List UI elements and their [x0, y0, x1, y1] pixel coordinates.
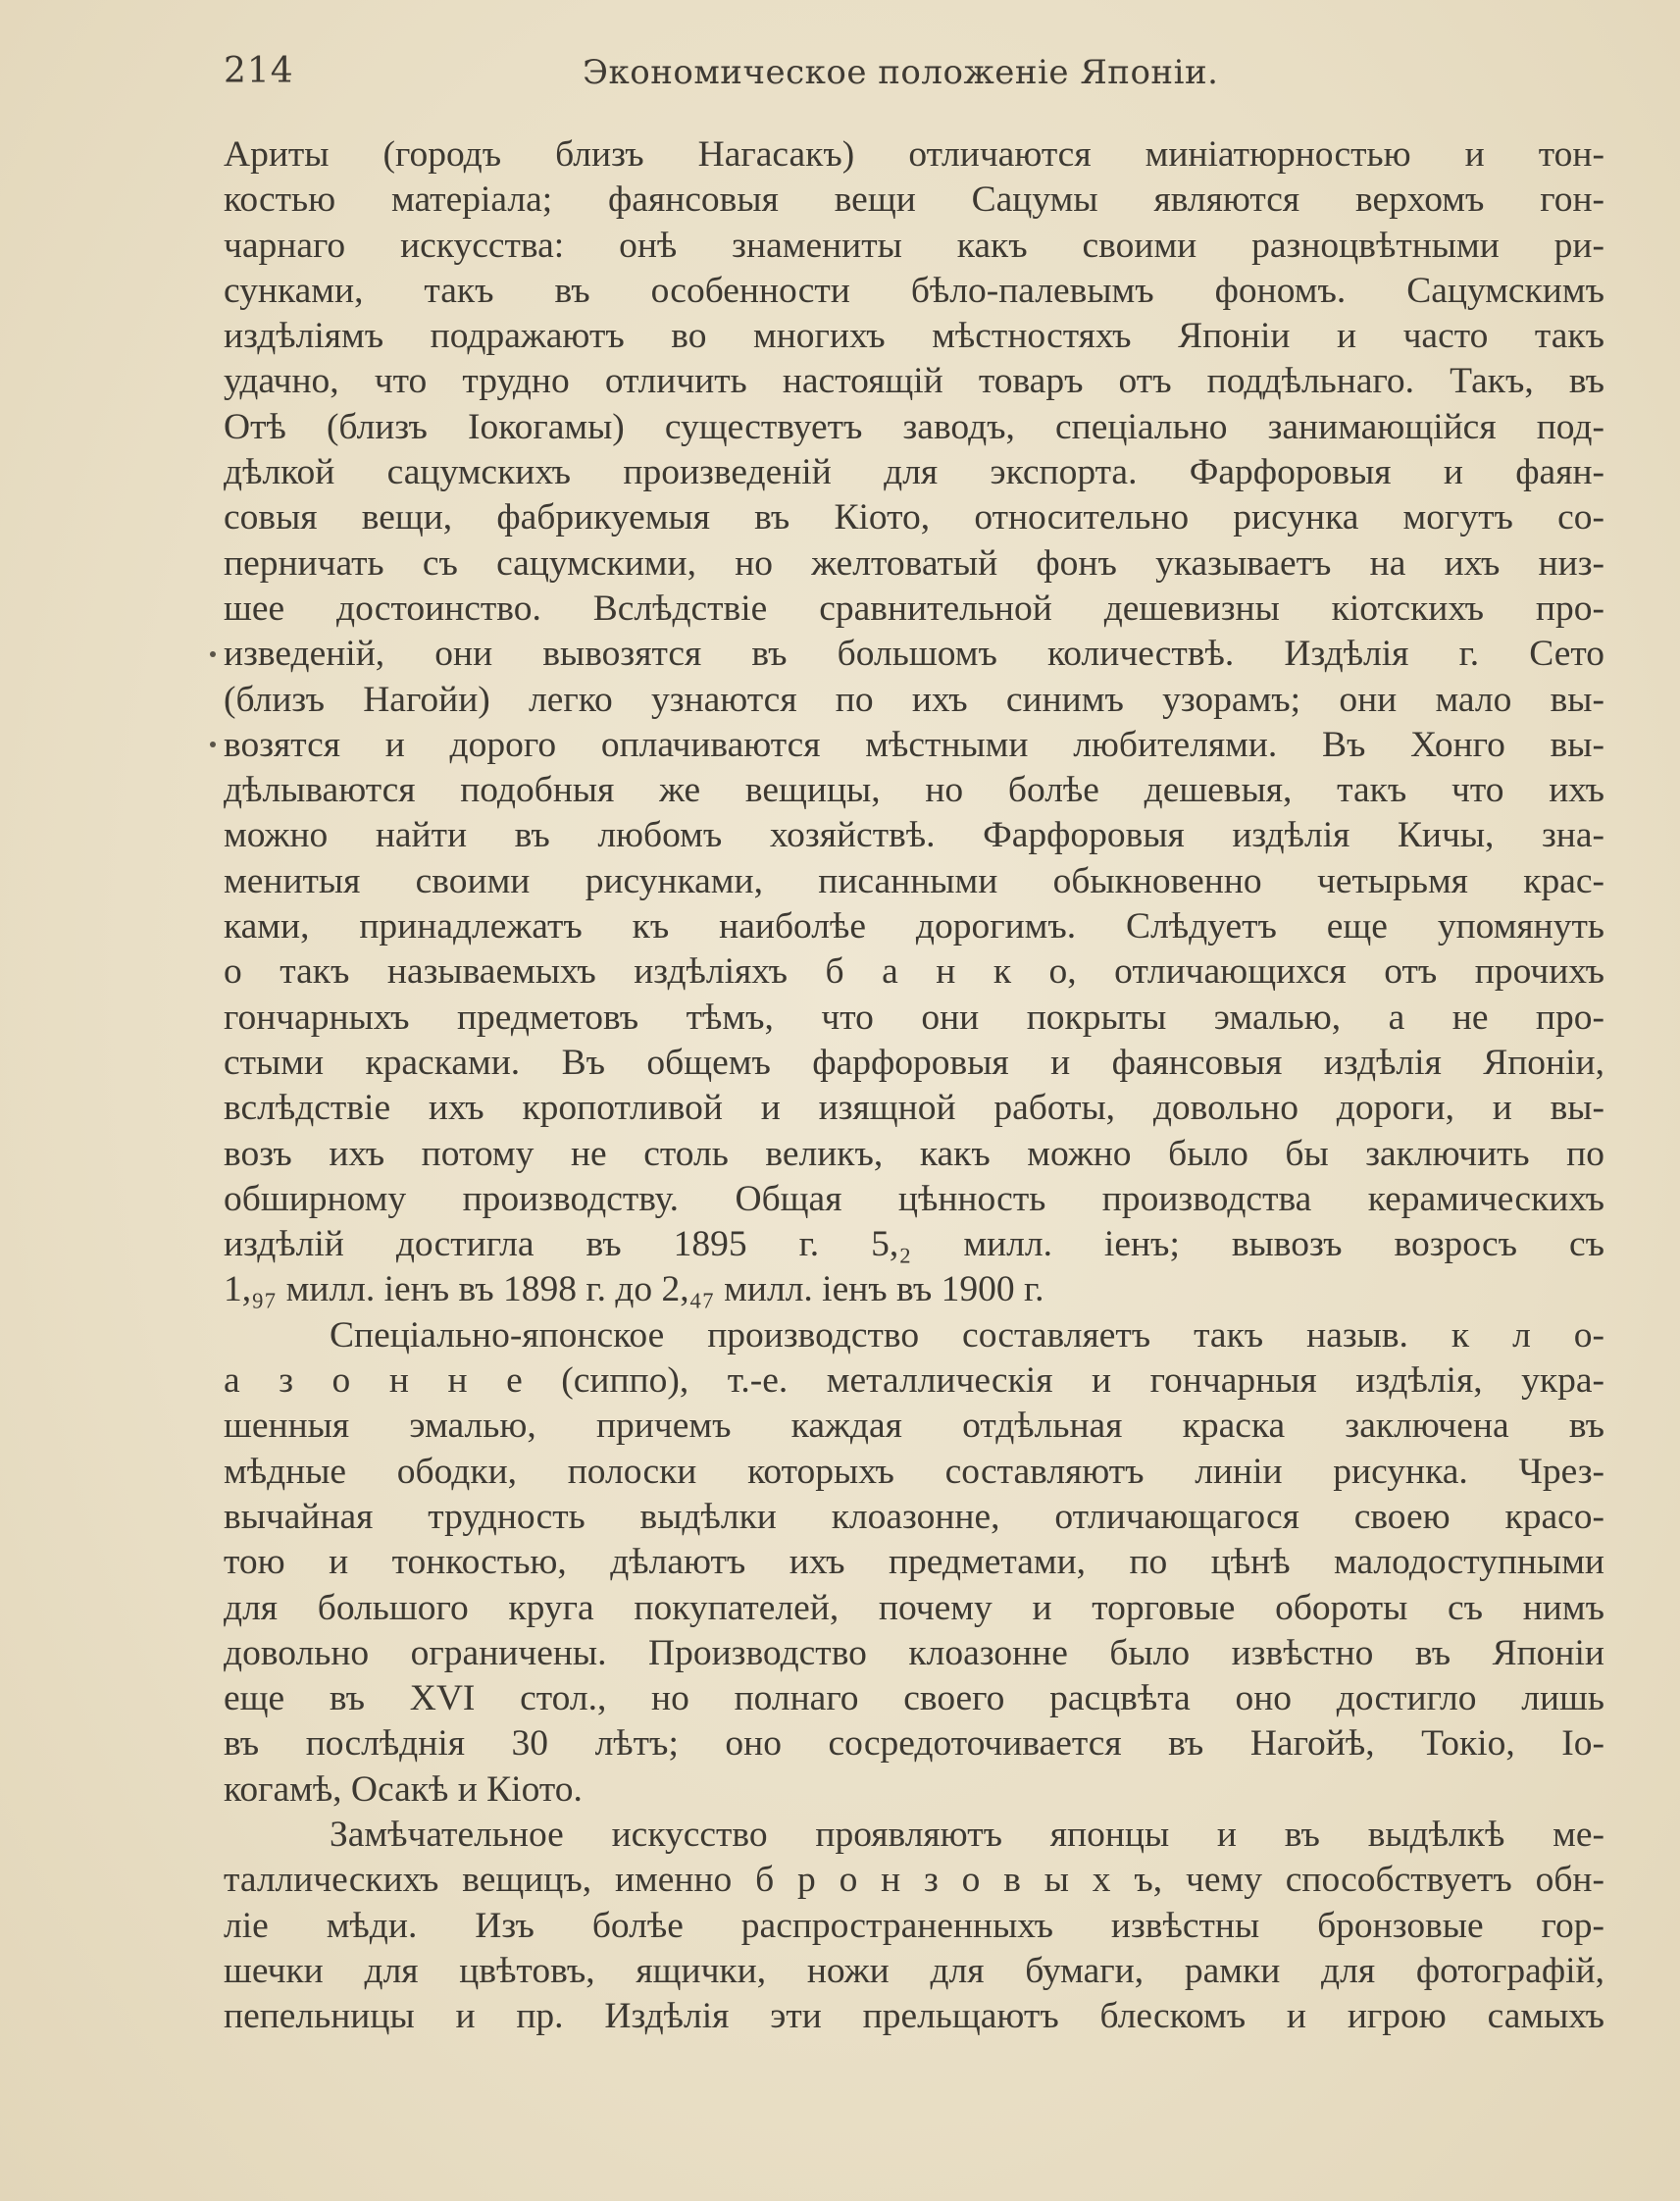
text-line: 1,₉₇ милл. іенъ въ 1898 г. до 2,₄₇ милл. іенъ въ 1900 г.	[224, 1269, 1044, 1310]
page-body-text	[224, 132, 1604, 2039]
text-line: Спеціально-японское производство составляетъ такъ назыв. к л о-	[330, 1314, 1604, 1356]
text-line: чарнаго искусства: онѣ знамениты какъ своими разноцвѣтными ри-	[224, 225, 1604, 266]
text-line: (близъ Нагойи) легко узнаются по ихъ синимъ узорамъ; они мало вы-	[224, 679, 1604, 720]
text-line: о такъ называемыхъ издѣліяхъ б а н к о, отличающихся отъ прочихъ	[224, 951, 1604, 993]
text-line: удачно, что трудно отличить настоящій товаръ отъ поддѣльнаго. Такъ, въ	[224, 361, 1604, 402]
text-line: еще въ XVI стол., но полнаго своего расцвѣта оно достигло лишь	[224, 1678, 1604, 1719]
text-line: сунками, такъ въ особенности бѣло-палевымъ фономъ. Сацумскимъ	[224, 270, 1604, 311]
text-line: дѣлкой сацумскихъ произведеній для экспорта. Фарфоровыя и фаян-	[224, 452, 1604, 493]
running-title: Экономическое положеніе Японіи.	[583, 53, 1219, 92]
text-line: вычайная трудность выдѣлки клоазонне, отличающагося своею красо-	[224, 1496, 1604, 1537]
text-line: стыми красками. Въ общемъ фарфоровыя и фаянсовыя издѣлія Японіи,	[224, 1042, 1604, 1083]
text-line: дѣлываются подобныя же вещицы, но болѣе дешевыя, такъ что ихъ	[224, 770, 1604, 811]
text-line: таллическихъ вещицъ, именно б р о н з о в ы х ъ, чему способствуетъ обн-	[224, 1860, 1604, 1901]
text-line: совыя вещи, фабрикуемыя въ Кіото, относительно рисунка могутъ со-	[224, 497, 1604, 538]
text-line: шенныя эмалью, причемъ каждая отдѣльная краска заключена въ	[224, 1406, 1604, 1447]
text-line: ліе мѣди. Изъ болѣе распространенныхъ извѣстны бронзовые гор-	[224, 1905, 1604, 1946]
page-header	[224, 51, 1597, 110]
page-number: 214	[224, 51, 294, 91]
text-line: вслѣдствіе ихъ кропотливой и изящной работы, довольно дороги, и вы-	[224, 1088, 1604, 1129]
text-line: костью матеріала; фаянсовыя вещи Сацумы являются верхомъ гон-	[224, 179, 1604, 221]
text-line: изведеній, они вывозятся въ большомъ количествѣ. Издѣлія г. Сето	[224, 634, 1604, 675]
text-line: когамѣ, Осакѣ и Кіото.	[224, 1768, 583, 1810]
text-line: издѣлій достигла въ 1895 г. 5,₂ милл. іенъ; вывозъ возросъ съ	[224, 1224, 1604, 1265]
text-line: шечки для цвѣтовъ, ящички, ножи для бумаги, рамки для фотографій,	[224, 1950, 1604, 1991]
text-line: пепельницы и пр. Издѣлія эти прельщаютъ блескомъ и игрою самыхъ	[224, 1996, 1604, 2037]
text-line: гончарныхъ предметовъ тѣмъ, что они покрыты эмалью, а не про-	[224, 997, 1604, 1038]
text-line: можно найти въ любомъ хозяйствѣ. Фарфоровыя издѣлія Кичы, зна-	[224, 815, 1604, 856]
text-line: перничать съ сацумскими, но желтоватый фонъ указываетъ на ихъ низ-	[224, 542, 1604, 584]
text-line: возятся и дорого оплачиваются мѣстными любителями. Въ Хонго вы-	[224, 724, 1604, 765]
text-line: въ послѣднія 30 лѣтъ; оно сосредоточивается въ Нагойѣ, Токіо, Іо-	[224, 1723, 1604, 1765]
text-line: Ариты (городъ близъ Нагасакъ) отличаются миніатюрностью и тон-	[224, 134, 1604, 175]
text-line: возъ ихъ потому не столь великъ, какъ можно было бы заключить по	[224, 1133, 1604, 1174]
text-line: довольно ограничены. Производство клоазонне было извѣстно въ Японіи	[224, 1632, 1604, 1673]
text-line: для большого круга покупателей, почему и торговые обороты съ нимъ	[224, 1587, 1604, 1628]
text-line: мѣдные ободки, полоски которыхъ составляютъ линіи рисунка. Чрез-	[224, 1451, 1604, 1492]
text-line: менитыя своими рисунками, писанными обыкновенно четырьмя крас-	[224, 860, 1604, 901]
text-line: шее достоинство. Вслѣдствіе сравнительной дешевизны кіотскихъ про-	[224, 588, 1604, 629]
text-line: Замѣчательное искусство проявляютъ японцы и въ выдѣлкѣ ме-	[330, 1814, 1604, 1855]
text-line: издѣліямъ подражаютъ во многихъ мѣстностяхъ Японіи и часто такъ	[224, 316, 1604, 357]
margin-dot	[210, 742, 216, 747]
text-line: ками, принадлежатъ къ наиболѣе дорогимъ. Слѣдуетъ еще упомянуть	[224, 906, 1604, 947]
text-line: Отѣ (близъ Іокогамы) существуетъ заводъ, спеціально занимающійся под-	[224, 406, 1604, 447]
text-line: обширному производству. Общая цѣнность производства керамическихъ	[224, 1178, 1604, 1219]
margin-dot	[210, 651, 216, 657]
text-line: а з о н н е (сиппо), т.-е. металлическія и гончарныя издѣлія, укра-	[224, 1360, 1604, 1402]
text-line: тою и тонкостью, дѣлаютъ ихъ предметами, по цѣнѣ малодоступными	[224, 1542, 1604, 1583]
